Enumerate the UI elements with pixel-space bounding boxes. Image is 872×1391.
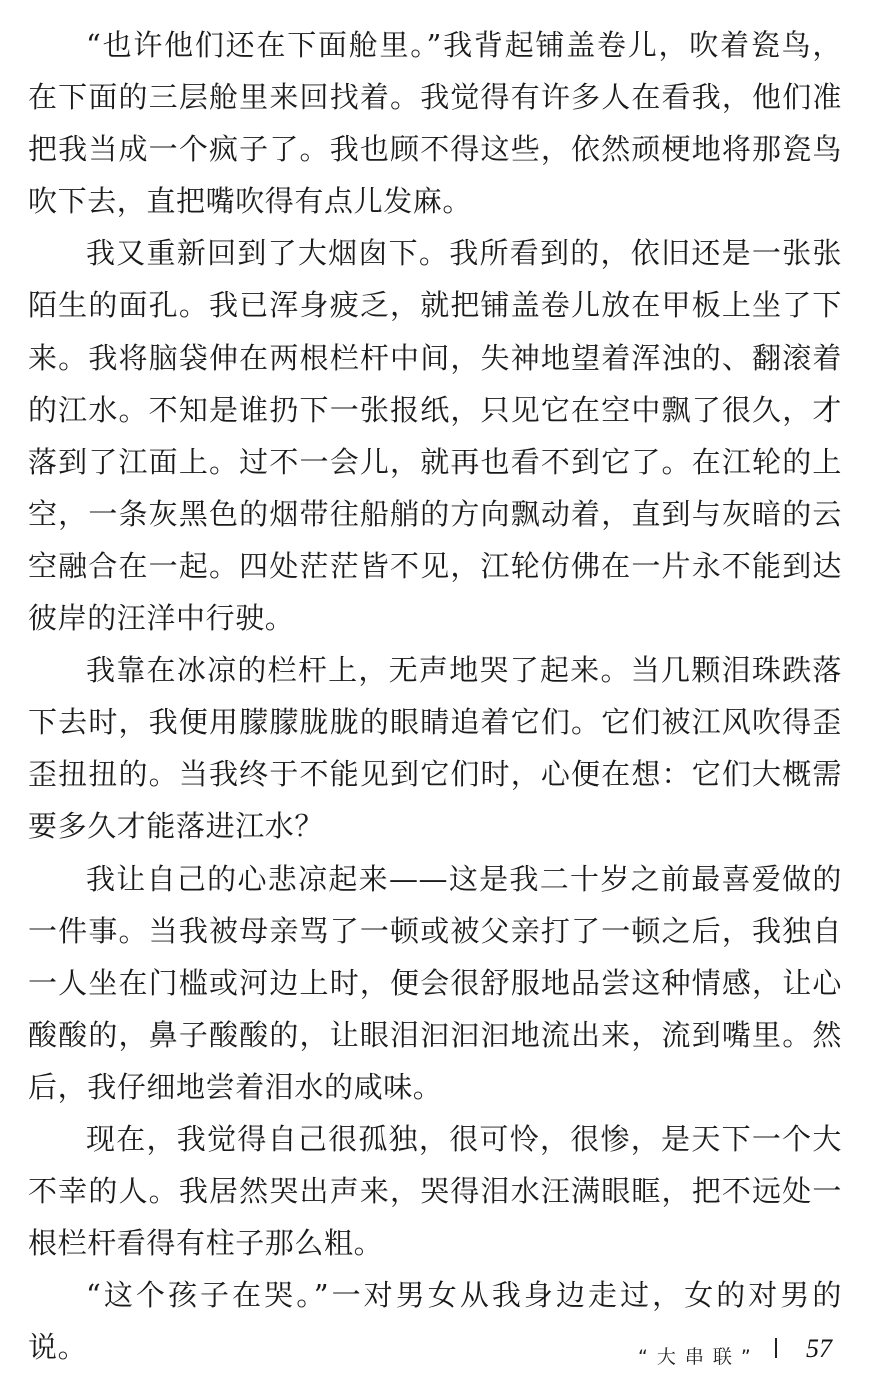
paragraph-6: “这个孩子在哭。”一对男女从我身边走过，女的对男的说。 [28,1278,842,1365]
paragraph-4: 我让自己的心悲凉起来——这是我二十岁之前最喜爱做的一件事。当我被母亲骂了一顿或被父亲打了一顿之后，我独自一人坐在门槛或河边上时，便会很舒服地品尝这种情感，让心酸酸的，鼻子酸酸的，让眼泪汩汩汩地流出来，流到嘴里。然后，我仔细地尝着泪水的咸味。 [28,861,842,1104]
page-footer [0,1334,872,1368]
running-title: “大串联” [638,1346,760,1368]
page-body [28,19,842,1373]
paragraph-1: “也许他们还在下面舱里。”我背起铺盖卷儿，吹着瓷鸟，在下面的三层舱里来回找着。我觉得有许多人在看我，他们准把我当成一个疯子了。我也顾不得这些，依然顽梗地将那瓷鸟吹下去，直把嘴吹得有点儿发麻。 [28,28,842,219]
footer-divider [775,1338,777,1358]
paragraph-5: 现在，我觉得自己很孤独，很可怜，很惨，是天下一个大不幸的人。我居然哭出声来，哭得泪水汪满眼眶，把不远处一根栏杆看得有柱子那么粗。 [28,1121,842,1261]
paragraph-3: 我靠在冰凉的栏杆上，无声地哭了起来。当几颗泪珠跌落下去时，我便用朦朦胧胧的眼睛追着它们。它们被江风吹得歪歪扭扭的。当我终于不能见到它们时，心便在想：它们大概需要多久才能落进江水？ [28,653,842,844]
paragraph-2: 我又重新回到了大烟囱下。我所看到的，依旧还是一张张陌生的面孔。我已浑身疲乏，就把铺盖卷儿放在甲板上坐了下来。我将脑袋伸在两根栏杆中间，失神地望着浑浊的、翻滚着的江水。不知是谁扔下一张报纸，只见它在空中飘了很久，才落到了江面上。过不一会儿，就再也看不到它了。在江轮的上空，一条灰黑色的烟带往船艄的方向飘动着，直到与灰暗的云空融合在一起。四处茫茫皆不见，江轮仿佛在一片永不能到达彼岸的汪洋中行驶。 [28,236,842,636]
page-number: 57 [806,1334,832,1363]
